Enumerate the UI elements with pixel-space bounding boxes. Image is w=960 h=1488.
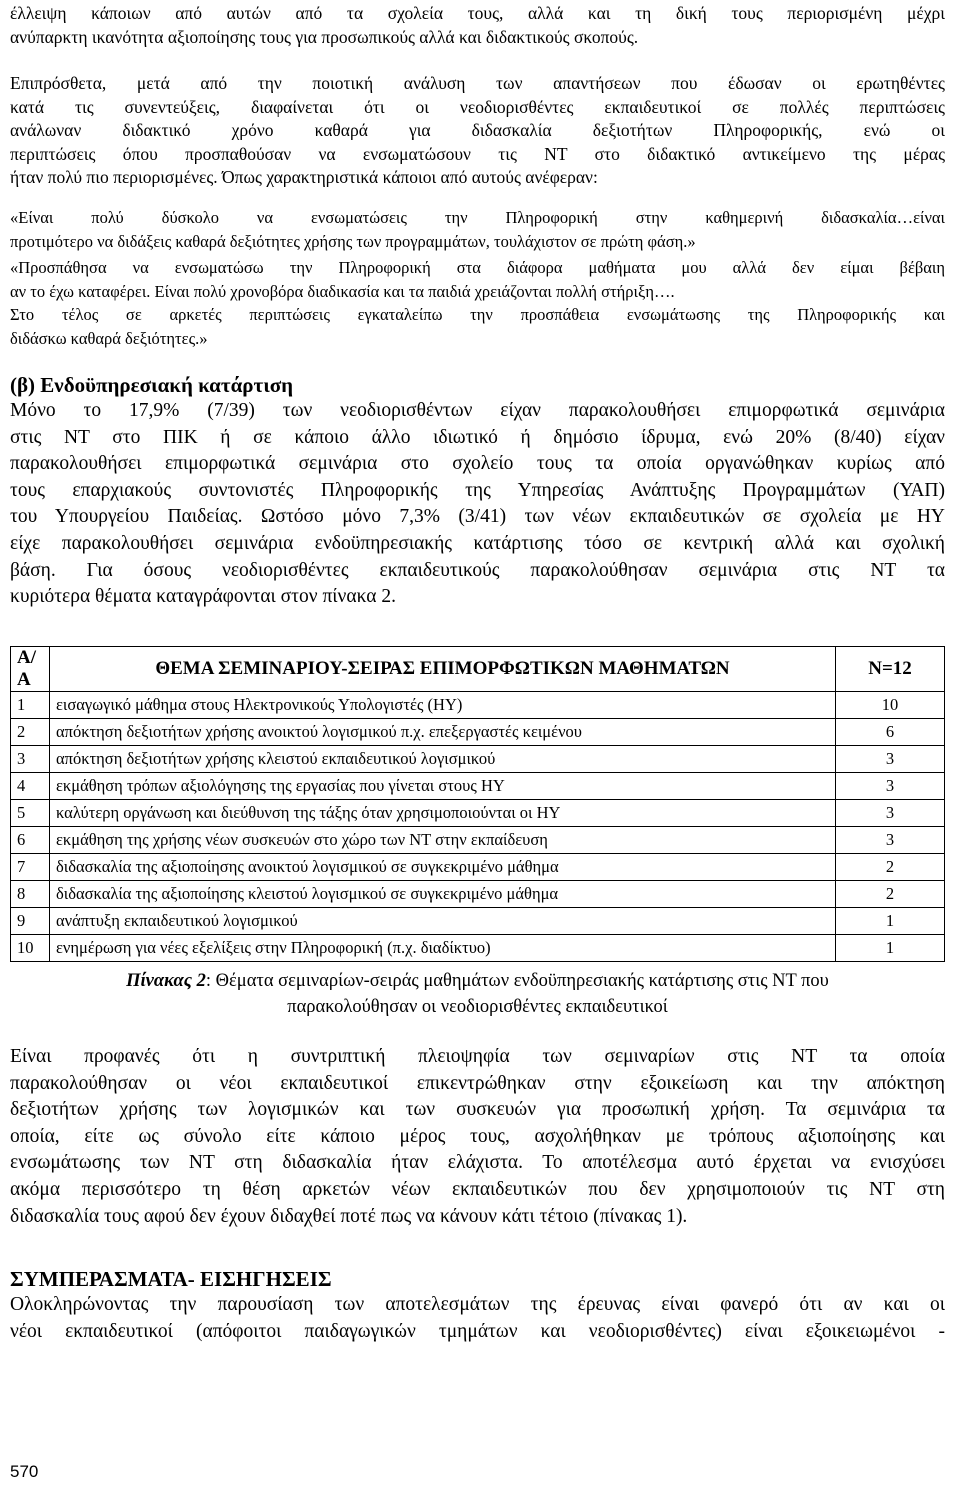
text-line: οποία, είτε ως σύνολο είτε κάποιο μέρος τους, ασχολήθηκαν με τρόπους αξιοποίησης και — [10, 1125, 945, 1147]
row-number: 1 — [11, 692, 50, 719]
text-line: ακόμα περισσότερο τη θέση αρκετών νέων εκπαιδευτικών που δεν χρησιμοποιούν τις ΝΤ στη — [10, 1178, 945, 1200]
text-line: «Είναι πολύ δύσκολο να ενσωματώσεις την Πληροφορική στην καθημερινή διδασκαλία…είναι — [10, 208, 945, 227]
table-row — [11, 935, 945, 962]
row-number: 5 — [11, 800, 50, 827]
table-row — [11, 692, 945, 719]
table-row — [11, 908, 945, 935]
text-line: ενσωμάτωσης των ΝΤ στη διδασκαλία ήταν ελάχιστα. Το αποτέλεσμα αυτό έρχεται να ενισχύσει — [10, 1152, 945, 1174]
row-number: 8 — [11, 881, 50, 908]
text-line: ανύπαρκτη ικανότητα αξιοποίησης τους για προσωπικούς αλλά και διδακτικούς σκοπούς. — [10, 26, 639, 47]
intro-paragraph — [10, 2, 945, 49]
row-count: 6 — [836, 719, 945, 746]
text-line: Στο τέλος σε αρκετές περιπτώσεις εγκαταλείπω την προσπάθεια ενσωμάτωσης της Πληροφορικής και — [10, 305, 945, 325]
text-line: νέοι εκπαιδευτικοί (απόφοιτοι παιδαγωγικών τμημάτων και νεοδιορισθέντες) είναι εξοικειωμένοι - — [10, 1320, 945, 1342]
text-line: κυριότερα θέματα καταγράφονται στον πίνακα 2. — [10, 586, 396, 608]
row-count: 2 — [836, 881, 945, 908]
table-header-row — [11, 647, 945, 692]
text-line: του Υπουργείου Παιδείας. Ωστόσο μόνο 7,3% (3/41) των νέων εκπαιδευτικών σε σχολεία με ΗΥ — [10, 506, 945, 528]
column-header-topic: ΘΕΜΑ ΣΕΜΙΝΑΡΙΟΥ-ΣΕΙΡΑΣ ΕΠΙΜΟΡΦΩΤΙΚΩΝ ΜΑΘΗΜΑΤΩΝ — [50, 647, 836, 692]
text-line: διδάσκω καθαρά δεξιότητες.» — [10, 328, 208, 348]
row-number: 3 — [11, 746, 50, 773]
text-line: κατά τις συνεντεύξεις, διαφαίνεται ότι οι νεοδιορισθέντες εκπαιδευτικοί σε πολλές περιπτώσεις — [10, 96, 945, 117]
column-header-aa: Α/Α — [11, 647, 50, 692]
text-line: διδασκαλία τους αφού δεν έχουν διδαχθεί ποτέ πως να κάνουν κάτι τέτοιο (πίνακας 1). — [10, 1205, 688, 1227]
text-line: περιπτώσεις όπου προσπαθούσαν να ενσωματώσουν τις ΝΤ στο διδακτικό αντικείμενο της μέρας — [10, 143, 945, 164]
text-line: ανάλωναν διδακτικό χρόνο καθαρά για διδασκαλία δεξιοτήτων Πληροφορικής, ενώ οι — [10, 120, 945, 141]
conclusions-heading: ΣΥΜΠΕΡΑΣΜΑΤΑ- ΕΙΣΗΓΗΣΕΙΣ — [10, 1267, 332, 1291]
table-row — [11, 746, 945, 773]
row-topic: καλύτερη οργάνωση και διεύθυνση της τάξης όταν χρησιμοποιούνται οι ΗΥ — [50, 800, 836, 827]
text-line: Επιπρόσθετα, μετά από την ποιοτική ανάλυση των απαντήσεων που έδωσαν οι ερωτηθέντες — [10, 73, 945, 93]
row-topic: ενημέρωση για νέες εξελίξεις στην Πληροφορική (π.χ. διαδίκτυο) — [50, 935, 836, 962]
text-line: παρακολουθήσει επιμορφωτικά σεμινάρια στο σχολείο τους τα οποία οργανώθηκαν κυρίως από — [10, 453, 945, 475]
row-count: 2 — [836, 854, 945, 881]
row-number: 7 — [11, 854, 50, 881]
conclusions-paragraph — [10, 1292, 945, 1345]
row-topic: διδασκαλία της αξιοποίησης κλειστού λογισμικού σε συγκεκριμένο μάθημα — [50, 881, 836, 908]
caption-line-1 — [126, 971, 829, 991]
text-line: Μόνο το 17,9% (7/39) των νεοδιορισθέντων είχαν παρακολουθήσει επιμορφωτικά σεμινάρια — [10, 400, 945, 421]
table-row — [11, 827, 945, 854]
row-count: 1 — [836, 908, 945, 935]
table-row — [11, 881, 945, 908]
section-b-heading: (β) Ενδοϋπηρεσιακή κατάρτιση — [10, 373, 294, 397]
text-line: προτιμότερο να διδάξεις καθαρά δεξιότητες χρήσης των προγραμμάτων, τουλάχιστον σε πρώτη φάση.» — [10, 231, 696, 251]
row-topic: εισαγωγικό μάθημα στους Ηλεκτρονικούς Υπολογιστές (ΗΥ) — [50, 692, 836, 719]
text-line: δεξιοτήτων χρήσης των λογισμικών και των συσκευών για προσωπική χρήση. Τα σεμινάρια τα — [10, 1099, 945, 1121]
column-header-n: Ν=12 — [836, 647, 945, 692]
row-count: 3 — [836, 827, 945, 854]
text-line: αν το έχω καταφέρει. Είναι πολύ χρονοβόρα διαδικασία και τα παιδιά χρειάζονται πολλή στήριξη…. — [10, 281, 675, 301]
table-caption — [10, 968, 945, 1020]
table-body — [11, 692, 945, 962]
table-row — [11, 800, 945, 827]
row-topic: εκμάθηση της χρήσης νέων συσκευών στο χώρο των ΝΤ στην εκπαίδευση — [50, 827, 836, 854]
row-count: 3 — [836, 746, 945, 773]
row-topic: εκμάθηση τρόπων αξιολόγησης της εργασίας που γίνεται στους ΗΥ — [50, 773, 836, 800]
row-number: 9 — [11, 908, 50, 935]
row-count: 3 — [836, 800, 945, 827]
text-line: τους επαρχιακούς συντονιστές Πληροφορικής της Υπηρεσίας Ανάπτυξης Προγραμμάτων (ΥΑΠ) — [10, 479, 945, 501]
text-line: παρακολούθησαν οι νέοι εκπαιδευτικοί επικεντρώθηκαν στην εξοικείωση και την απόκτηση — [10, 1072, 945, 1094]
seminar-topics-table — [10, 646, 945, 962]
page-number: 570 — [10, 1462, 39, 1481]
row-count: 10 — [836, 692, 945, 719]
row-topic: απόκτηση δεξιοτήτων χρήσης ανοικτού λογισμικού π.χ. επεξεργαστές κειμένου — [50, 719, 836, 746]
text-line: βάση. Για όσους νεοδιορισθέντες εκπαιδευτικούς παρακολούθησαν σεμινάρια στις ΝΤ τα — [10, 559, 945, 581]
analysis-paragraph — [10, 72, 945, 190]
row-number: 4 — [11, 773, 50, 800]
text-line: στις ΝΤ στο ΠΙΚ ή σε κάποιο άλλο ιδιωτικό ή δημόσιο ίδρυμα, ενώ 20% (8/40) είχαν — [10, 426, 945, 448]
text-line: ήταν πολύ πιο περιορισμένες. Όπως χαρακτηριστικά κάποιοι από αυτούς ανέφεραν: — [10, 167, 598, 188]
section-b-paragraph — [10, 398, 945, 611]
row-topic: διδασκαλία της αξιοποίησης ανοικτού λογισμικού σε συγκεκριμένο μάθημα — [50, 854, 836, 881]
quote-2 — [10, 256, 945, 350]
row-number: 6 — [11, 827, 50, 854]
quote-1 — [10, 206, 945, 253]
text-line: «Προσπάθησα να ενσωματώσω την Πληροφορική στα διάφορα μαθήματα μου αλλά δεν είμαι βέβαιη — [10, 258, 945, 277]
row-topic: ανάπτυξη εκπαιδευτικού λογισμικού — [50, 908, 836, 935]
row-number: 10 — [11, 935, 50, 962]
row-topic: απόκτηση δεξιοτήτων χρήσης κλειστού εκπαιδευτικού λογισμικού — [50, 746, 836, 773]
text-line: Είναι προφανές ότι η συντριπτική πλειοψηφία των σεμιναρίων στις ΝΤ τα οποία — [10, 1046, 945, 1067]
row-count: 1 — [836, 935, 945, 962]
post-table-paragraph — [10, 1044, 945, 1230]
text-line: έλλειψη κάποιων από αυτών από τα σχολεία τους, αλλά και τη δική τους περιορισμένη μέχρι — [10, 3, 945, 23]
text-line: Ολοκληρώνοντας την παρουσίαση των αποτελεσμάτων της έρευνας είναι φανερό ότι αν και οι — [10, 1294, 945, 1315]
caption-line-2: παρακολούθησαν οι νεοδιορισθέντες εκπαιδευτικοί — [287, 997, 668, 1017]
table-row — [11, 773, 945, 800]
row-number: 2 — [11, 719, 50, 746]
table-row — [11, 854, 945, 881]
table-row — [11, 719, 945, 746]
row-count: 3 — [836, 773, 945, 800]
caption-label: Πίνακας 2 — [126, 971, 206, 991]
caption-text: : Θέματα σεμιναρίων-σειράς μαθημάτων ενδοϋπηρεσιακής κατάρτισης στις ΝΤ που — [205, 971, 829, 991]
text-line: είχε παρακολουθήσει σεμινάρια ενδοϋπηρεσιακής κατάρτισης τόσο σε κεντρική αλλά και σχολική — [10, 532, 945, 554]
